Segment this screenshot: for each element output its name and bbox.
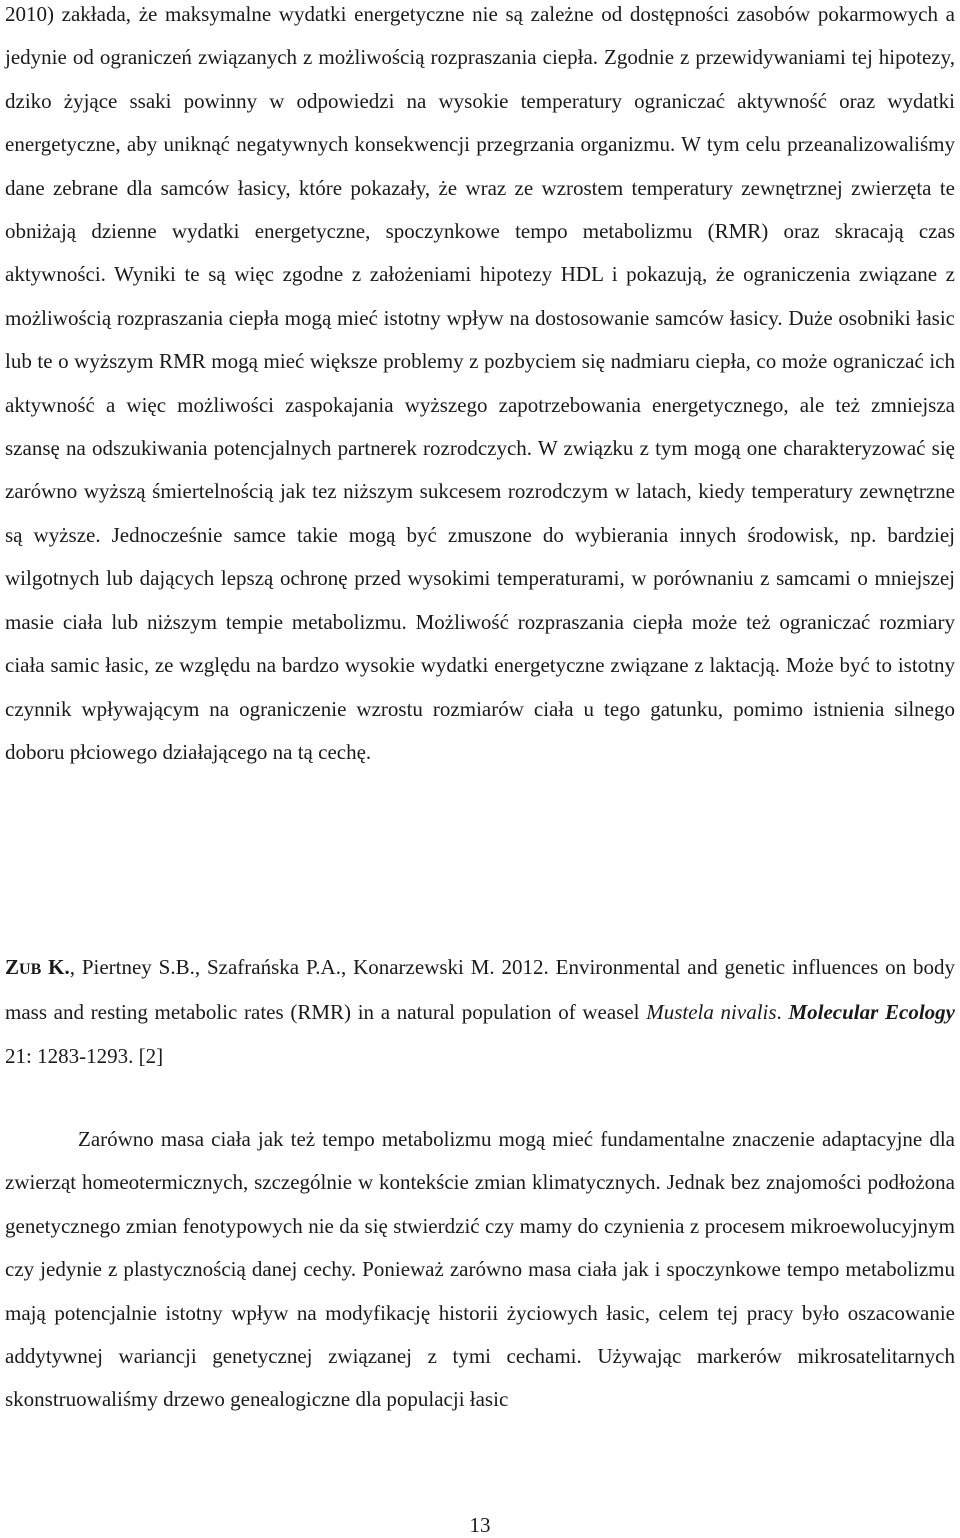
citation-separator: . (776, 1000, 789, 1025)
body-paragraph-1: 2010) zakłada, że maksymalne wydatki energetyczne nie są zależne od dostępności zasobów pokarmowych a jedynie od ograniczeń związanych z możliwością rozpraszania ciepła. Zgodnie z przewidywaniami tej hipotezy, dziko żyjące ssaki powinny w odpowiedzi na wysokie temperatury ograniczać aktywność oraz wydatki energetyczne, aby uniknąć negatywnych konsekwencji przegrzania organizmu. W tym celu przeanalizowaliśmy dane zebrane dla samców łasicy, które pokazały, że wraz ze wzrostem temperatury zewnętrznej zwierzęta te obniżają dzienne wydatki energetyczne, spoczynkowe tempo metabolizmu (RMR) oraz skracają czas aktywności. Wyniki te są więc zgodne z założeniami hipotezy HDL i pokazują, że ograniczenia związane z możliwością rozpraszania ciepła mogą mieć istotny wpływ na dostosowanie samców łasicy. Duże osobniki łasic lub te o wyższym RMR mogą mieć większe problemy z pozbyciem się nadmiaru ciepła, co może ograniczać ich aktywność a więc możliwości zaspokajania wyższego zapotrzebowania energetycznego, ale też zmniejsza szansę na odszukiwania potencjalnych partnerek rozrodczych. W związku z tym mogą one charakteryzować się zarówno wyższą śmiertelnością jak tez niższym sukcesem rozrodczym w latach, kiedy temperatury zewnętrzne są wyższe. Jednocześnie samce takie mogą być zmuszone do wybierania innych środowisk, np. bardziej wilgotnych lub dających lepszą ochronę przed wysokimi temperaturami, w porównaniu z samcami o mniejszej masie ciała lub niższym tempie metabolizmu. Możliwość rozpraszania ciepła może też ograniczać rozmiary ciała samic łasic, ze względu na bardzo wysokie wydatki energetyczne związane z laktacją. Może być to istotny czynnik wpływającym na ograniczenie wzrostu rozmiarów ciała u tego gatunku, pomimo istnienia silnego doboru płciowego działającego na tą cechę. (5, 2, 955, 764)
citation-journal: Molecular Ecology (788, 1000, 955, 1025)
citation-author-smallcaps: UB (19, 961, 42, 978)
citation-volume-pages: 21: 1283-1293. [2] (5, 1043, 164, 1068)
citation-lead-author (5, 955, 70, 979)
publication-citation (5, 946, 955, 1078)
citation-species-name: Mustela nivalis (646, 1000, 777, 1025)
citation-author-firstname: K. (41, 955, 70, 979)
body-paragraph-3: Zarówno masa ciała jak też tempo metabolizmu mogą mieć fundamentalne znaczenie adaptacyjne dla zwierząt homeotermicznych, szczególnie w kontekście zmian klimatycznych. Jednak bez znajomości podłożona genetycznego zmian fenotypowych nie da się stwierdzić czy mamy do czynienia z procesem mikroewolucyjnym czy jedynie z plastycznością danej cechy. Ponieważ zarówno masa ciała jak i spoczynkowe tempo metabolizmu mają potencjalnie istotny wpływ na modyfikację historii życiowych łasic, celem tej pracy było oszacowanie addytywnej wariancji genetycznej związanej z tymi cechami. Używając markerów mikrosatelitarnych skonstruowaliśmy drzewo genealogiczne dla populacji łasic (5, 1127, 955, 1412)
page-number: 13 (469, 1513, 491, 1537)
citation-author-initial: Z (5, 955, 20, 979)
citation-coauthors-title: , Piertney S.B., Szafrańska P.A., Konarzewski M. 2012. Environmental and genetic influences on body mass and resting metabolic rates (RMR) in a natural population of weasel (5, 955, 955, 1025)
